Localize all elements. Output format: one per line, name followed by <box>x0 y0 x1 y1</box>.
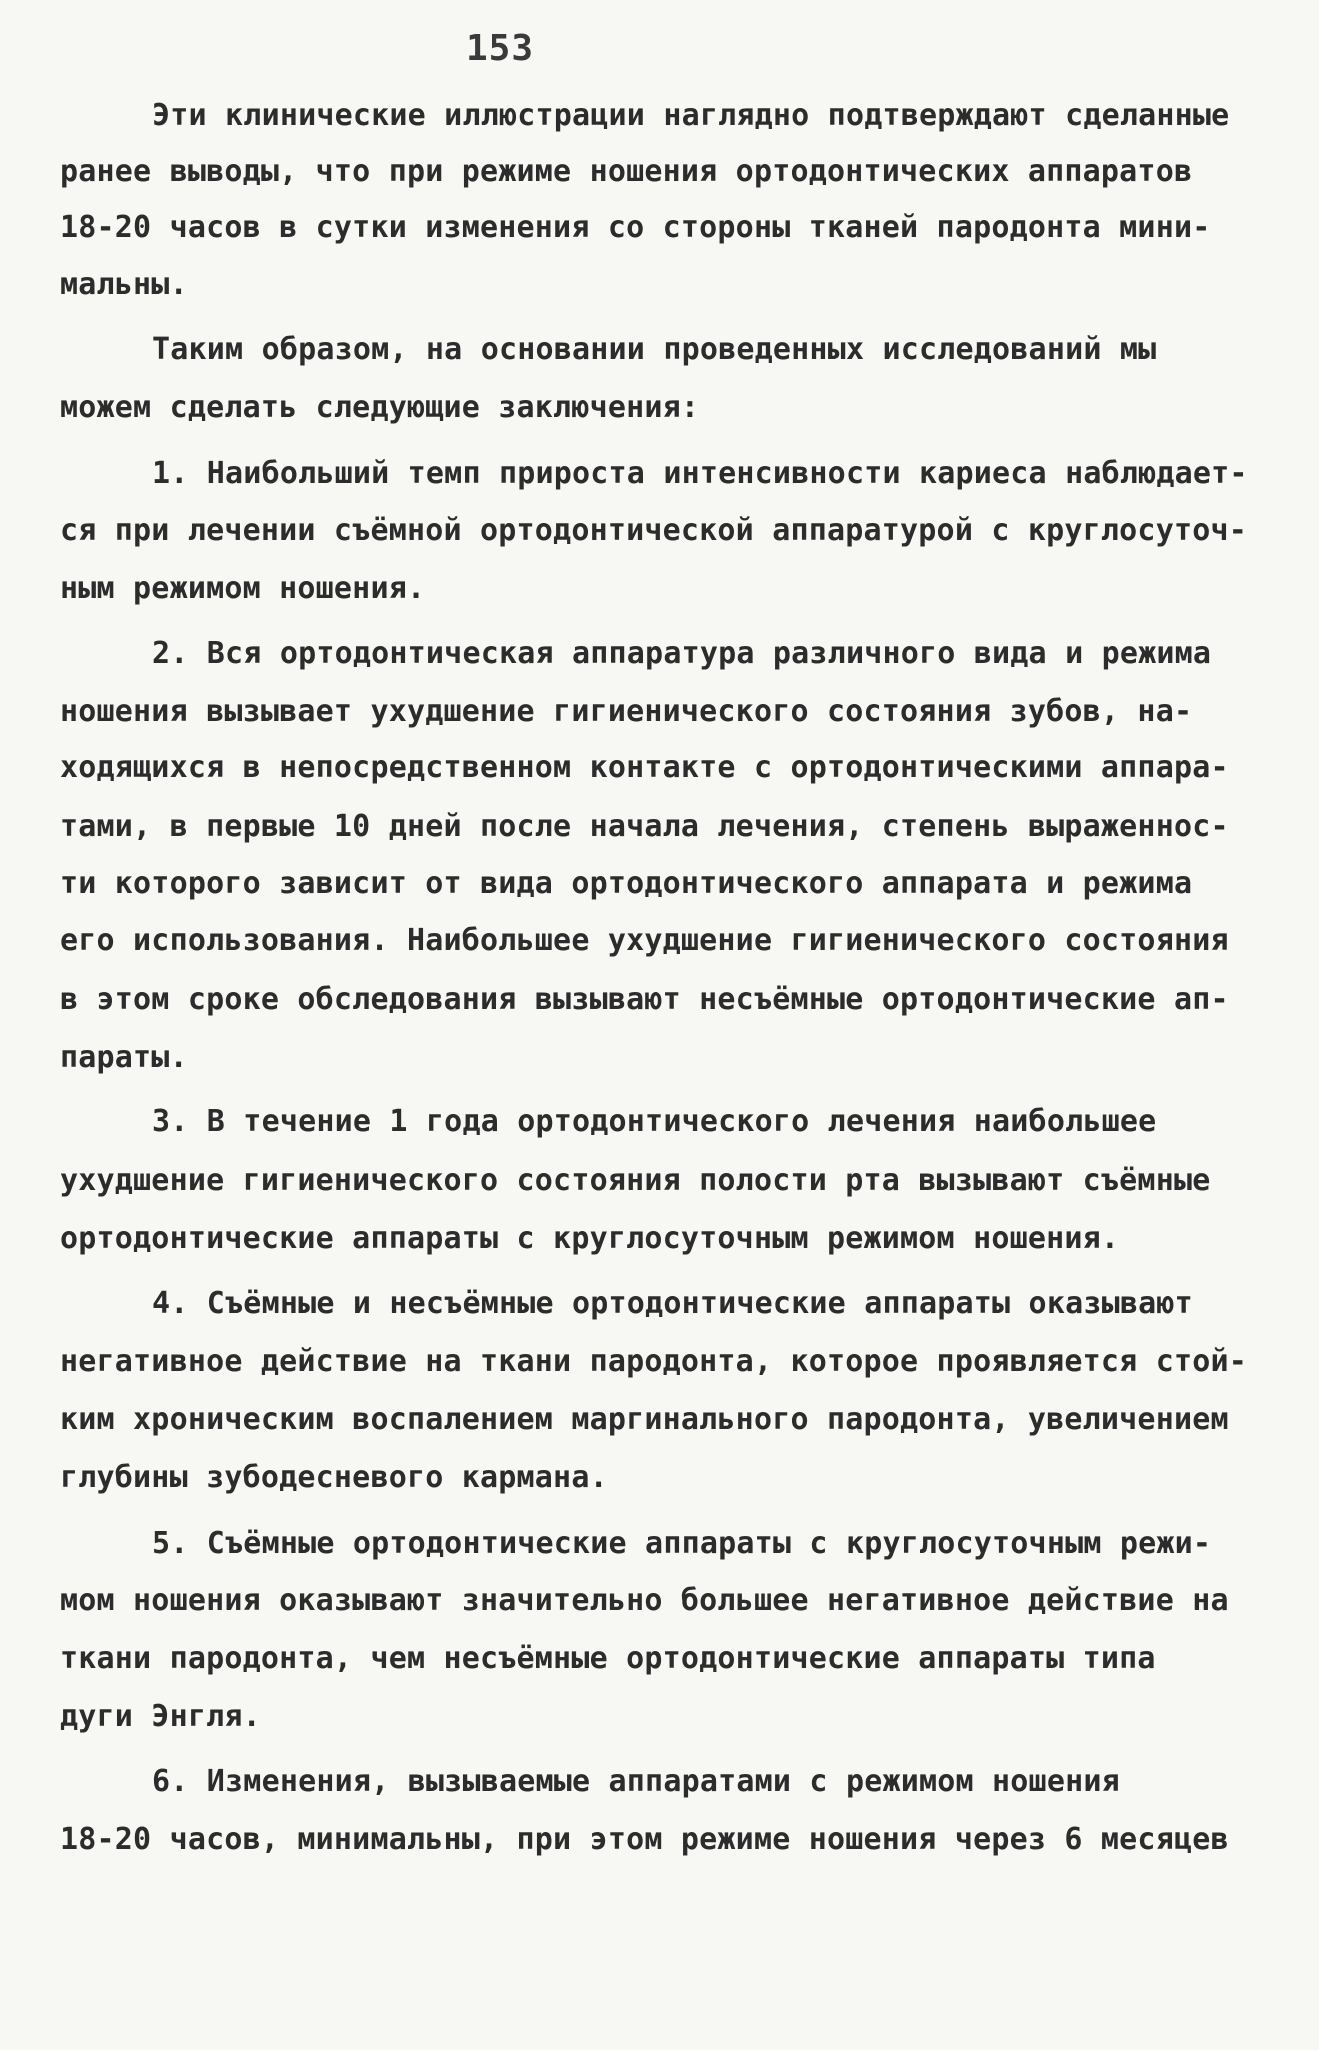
text-line: параты. <box>60 1040 188 1075</box>
text-line: 18-20 часов, минимальны, при этом режиме ношения через 6 месяцев <box>60 1822 1229 1857</box>
text-line: ся при лечении съёмной ортодонтической аппаратурой с круглосуточ- <box>60 513 1247 548</box>
text-line: ти которого зависит от вида ортодонтического аппарата и режима <box>60 866 1193 901</box>
text-line: ным режимом ношения. <box>60 571 426 606</box>
text-line: его использования. Наибольшее ухудшение гигиенического состояния <box>60 923 1229 958</box>
text-line: ортодонтические аппараты с круглосуточным режимом ношения. <box>60 1221 1120 1256</box>
text-line: ухудшение гигиенического состояния полости рта вызывают съёмные <box>60 1163 1211 1198</box>
text-line: мом ношения оказывают значительно большее негативное действие на <box>60 1583 1229 1618</box>
text-line: Таким образом, на основании проведенных исследований мы <box>152 332 1157 367</box>
text-line: 3. В течение 1 года ортодонтического лечения наибольшее <box>152 1104 1157 1139</box>
text-line: дуги Энгля. <box>60 1699 261 1734</box>
text-line: ранее выводы, что при режиме ношения ортодонтических аппаратов <box>60 154 1193 189</box>
text-line: мальны. <box>60 267 188 302</box>
text-line: ткани пародонта, чем несъёмные ортодонтические аппараты типа <box>60 1641 1156 1676</box>
page-number: 153 <box>465 28 535 69</box>
text-line: Эти клинические иллюстрации наглядно подтверждают сделанные <box>152 98 1230 133</box>
text-line: ношения вызывает ухудшение гигиенического состояния зубов, на- <box>60 694 1193 729</box>
text-line: 18-20 часов в сутки изменения со стороны тканей пародонта мини- <box>60 210 1211 245</box>
text-line: 4. Съёмные и несъёмные ортодонтические аппараты оказывают <box>152 1286 1193 1321</box>
text-line: 1. Наибольший темп прироста интенсивности кариеса наблюдает- <box>152 456 1248 491</box>
text-line: можем сделать следующие заключения: <box>60 390 700 425</box>
text-line: глубины зубодесневого кармана. <box>60 1460 608 1495</box>
text-line: ким хроническим воспалением маргинального пародонта, увеличением <box>60 1402 1229 1437</box>
text-line: 6. Изменения, вызываемые аппаратами с режимом ношения <box>152 1764 1120 1799</box>
text-line: 5. Съёмные ортодонтические аппараты с круглосуточным режи- <box>152 1526 1212 1561</box>
text-line: тами, в первые 10 дней после начала лечения, степень выраженнос- <box>60 809 1229 844</box>
text-line: 2. Вся ортодонтическая аппаратура различного вида и режима <box>152 636 1212 671</box>
text-line: негативное действие на ткани пародонта, которое проявляется стой- <box>60 1344 1247 1379</box>
text-line: ходящихся в непосредственном контакте с ортодонтическими аппара- <box>60 750 1229 785</box>
text-line: в этом сроке обследования вызывают несъёмные ортодонтические ап- <box>60 982 1229 1017</box>
